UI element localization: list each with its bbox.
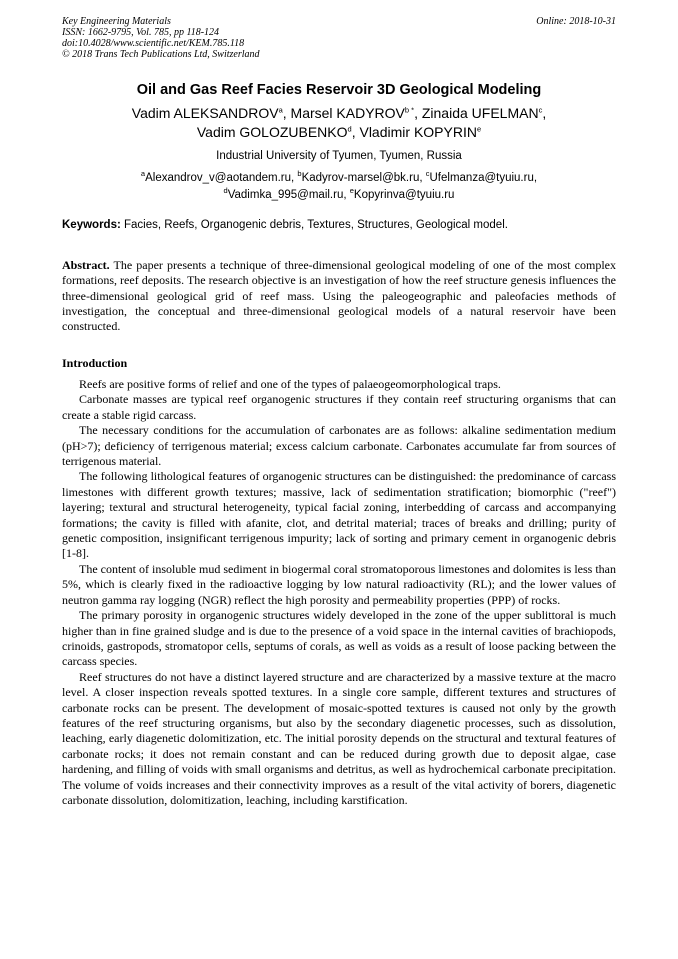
paragraph: Reefs are positive forms of relief and one of the types of palaeogeomorphological traps. bbox=[79, 377, 501, 391]
author-sup: c bbox=[538, 105, 543, 115]
paragraph: Carbonate masses are typical reef organogenic structures if they contain reef structuring organisms that can create a stable rigid carcass. bbox=[62, 392, 616, 422]
email-address: Kopyrinva@tyuiu.ru bbox=[353, 189, 455, 201]
paragraph: The primary porosity in organogenic structures widely developed in the zone of the upper sublittoral is much higher than in fine grained sludge and is due to the presence of a void space in the internal cavities of brachiopods, crinoids, gastropods, stromatopor cells, septums of corals, as well as voids as a result of loose packing between the carcass species. bbox=[62, 608, 616, 669]
author-sup: e bbox=[476, 124, 482, 134]
email-address: Alexandrov_v@aotandem.ru bbox=[145, 172, 292, 184]
issn-line: ISSN: 1662-9795, Vol. 785, pp 118-124 bbox=[62, 27, 220, 38]
author-list: Vadim ALEKSANDROV$^a$, Marsel $KADYROV^{b *}$, Zinaida UFELMAN$^c$, Vadim GOLOZUBENKO$^d$, Vladimir KOPYRIN$^e$ bbox=[131, 105, 547, 140]
email-sup: c bbox=[425, 169, 430, 179]
email-address: Ufelmanza@tyuiu.ru bbox=[429, 172, 534, 184]
journal-name: Key Engineering Materials bbox=[62, 16, 171, 27]
email-sup: b bbox=[297, 169, 302, 179]
paragraph: Reef structures do not have a distinct layered structure and are characterized by a massive texture at the macro level. A closer inspection reveals spotted textures. In a single core sample, different textures and structures of carbonate rocks can be present. The development of mosaic-spotted textures is caused not only by the growth features of the reef structuring organisms, but also by the secondary diagenetic processes, such as dissolution, leaching, early diagenetic dolomitization, etc. The initial porosity depends on the structural and textural features of carbonate rocks; it does not remain constant and can be reduced during growth due to deposit algae, case hardening, and filling of voids with small organisms and detritus, as well as hydrochemical carbonate precipitation. The volume of voids increases and their connectivity improves as a result of the vital activity of borers, diagenetic carbonate dissolution, dolomitization, leaching, including karstification. bbox=[62, 669, 616, 807]
email-sup: e bbox=[349, 186, 354, 196]
introduction-body bbox=[62, 377, 616, 808]
author-name: Vadim GOLOZUBENKO bbox=[196, 124, 348, 140]
journal-header bbox=[62, 16, 616, 60]
online-date: Online: 2018-10-31 bbox=[536, 16, 616, 27]
author-sup: a bbox=[278, 105, 283, 115]
email-sup: d bbox=[223, 186, 228, 196]
section-heading-introduction: Introduction bbox=[62, 356, 128, 370]
keywords bbox=[62, 219, 616, 231]
paragraph: The necessary conditions for the accumulation of carbonates are as follows: alkaline sedimentation medium (pH>7); deficiency of terrigenous material; excess calcium carbonate. Carbonates accumulate far from sources of terrigenous material. bbox=[62, 423, 616, 469]
email-list: $^a$Alexandrov_v@aotandem.ru, $^b$Kadyrov-marsel@bk.ru, $^c$Ufelmanza@tyuiu.ru, $^d$Vadimka_995@mail.ru, $^e$Kopyrinva@tyuiu.ru bbox=[140, 169, 538, 201]
author-name: Zinaida UFELMAN bbox=[421, 105, 539, 121]
paragraph: The content of insoluble mud sediment in biogermal coral stromatoporous limestones and dolomites is less than 5%, which is clearly fixed in the radioactive logging by low natural radioactivity (RL); and the lower values of neutron gamma ray logging (NGR) reflect the high porosity and permeability properties (PPP) of rocks. bbox=[62, 561, 616, 607]
paragraph: The following lithological features of organogenic structures can be distinguished: the predominance of carcass limestones with different growth textures; massive, lack of sedimentation stratification; biomorphic ("reef") layering; textural and structural heterogeneity, typical facial zoning, interbedding of carcass and accompanying formations; the cavity is filled with afanite, clot, and detrital material; traces of breaks and drilling; purity of genetic composition, insignificant terrigenous impurity; lack of sorting and primary cement in organogenic debris [1-8]. bbox=[62, 469, 616, 561]
author-name: Vladimir KOPYRIN bbox=[359, 124, 477, 140]
keywords-text: Facies, Reefs, Organogenic debris, Textures, Structures, Geological model. bbox=[124, 219, 508, 231]
author-name: Vadim ALEKSANDROV bbox=[131, 105, 279, 121]
copyright-line: © 2018 Trans Tech Publications Ltd, Switzerland bbox=[62, 49, 260, 60]
author-sup: d bbox=[347, 124, 352, 134]
email-address: Kadyrov-marsel@bk.ru bbox=[301, 172, 420, 184]
affiliation: Industrial University of Tyumen, Tyumen, Russia bbox=[216, 150, 462, 162]
author-name: Marsel KADYROV bbox=[290, 105, 405, 121]
abstract bbox=[62, 258, 616, 334]
abstract-text: The paper presents a technique of three-dimensional geological modeling of one of the most complex formations, reef deposits. The research objective is an investigation of how the reef structure genesis influences the three-dimensional geological grid of reef mass. Using the paleogeographic and paleofacies methods of investigation, the conceptual and three-dimensional geological models of a natural reservoir have been constructed. bbox=[62, 258, 616, 334]
doi-line: doi:10.4028/www.scientific.net/KEM.785.118 bbox=[62, 38, 245, 49]
email-address: Vadimka_995@mail.ru bbox=[227, 189, 344, 201]
keywords-label: Keywords: bbox=[62, 219, 121, 231]
abstract-label: Abstract. bbox=[62, 258, 110, 272]
email-sup: a bbox=[140, 169, 146, 179]
author-sup: b * bbox=[404, 105, 415, 115]
paper-title: Oil and Gas Reef Facies Reservoir 3D Geological Modeling bbox=[136, 82, 542, 98]
